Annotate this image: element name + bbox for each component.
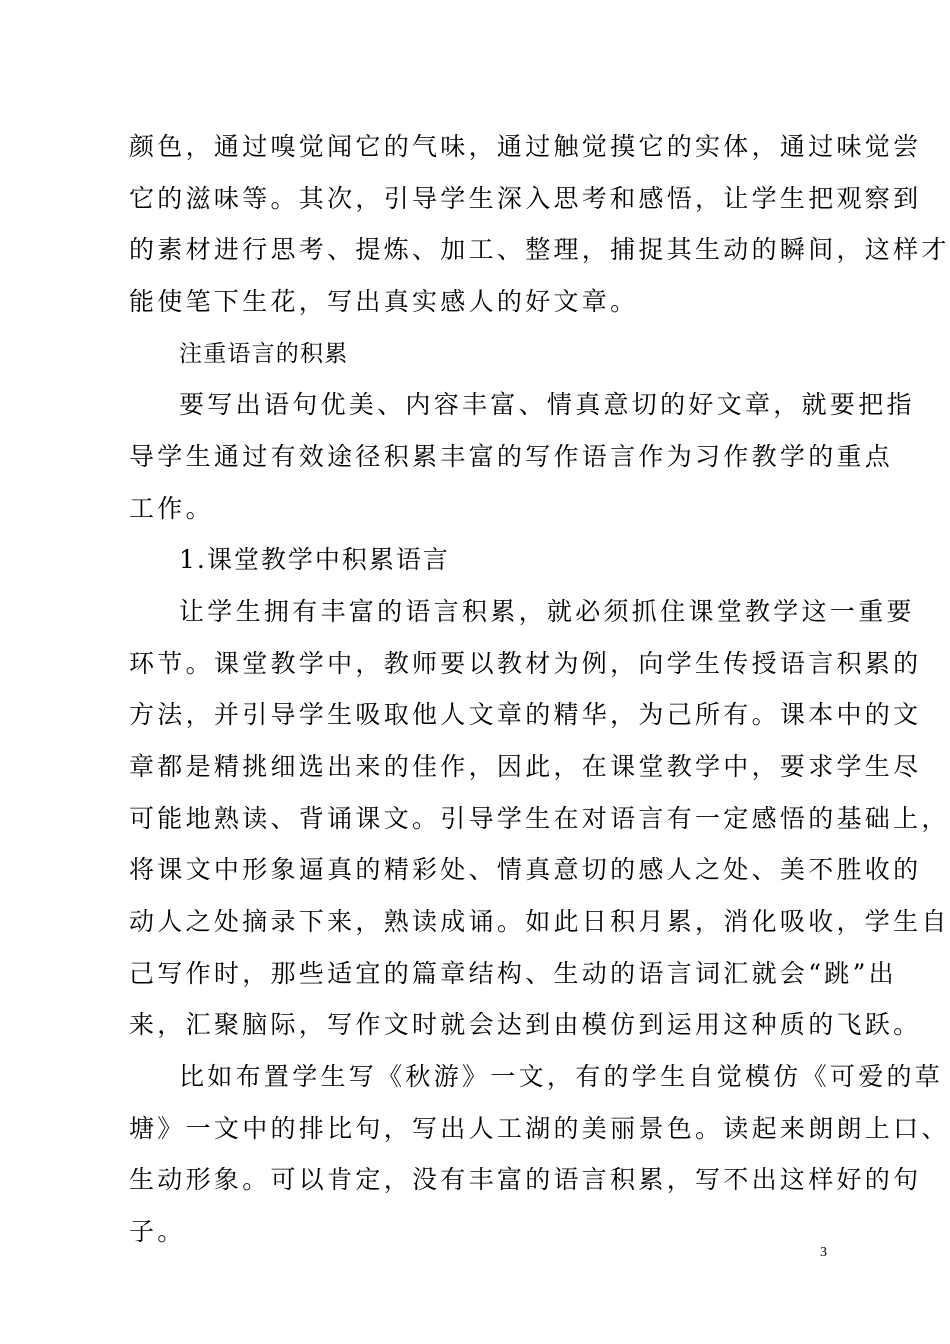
section-heading: 注重语言的积累 bbox=[179, 341, 349, 367]
paragraph-line: 可能地熟读、背诵课文。引导学生在对语言有一定感悟的基础上， bbox=[129, 804, 950, 833]
page-number: 3 bbox=[820, 1245, 827, 1260]
paragraph-line: 方法，并引导学生吸取他人文章的精华，为己所有。课本中的文 bbox=[129, 700, 922, 729]
paragraph-line: 要写出语句优美、内容丰富、情真意切的好文章，就要把指 bbox=[179, 390, 915, 419]
paragraph-line: 塘》一文中的排比句，写出人工湖的美丽景色。读起来朗朗上口、 bbox=[129, 1114, 950, 1143]
subsection-heading: 1.课堂教学中积累语言 bbox=[179, 545, 450, 574]
paragraph-line: 将课文中形象逼真的精彩处、情真意切的感人之处、美不胜收的 bbox=[129, 855, 922, 884]
paragraph-line: 子。 bbox=[129, 1217, 186, 1246]
paragraph-line: 比如布置学生写《秋游》一文，有的学生自觉模仿《可爱的草 bbox=[179, 1062, 944, 1091]
paragraph-line: 环节。课堂教学中，教师要以教材为例，向学生传授语言积累的 bbox=[129, 649, 922, 678]
paragraph-line: 颜色，通过嗅觉闻它的气味，通过触觉摸它的实体，通过味觉尝 bbox=[129, 132, 922, 161]
paragraph-line: 动人之处摘录下来，熟读成诵。如此日积月累，消化吸收，学生自 bbox=[129, 907, 950, 936]
paragraph-line: 己写作时，那些适宜的篇章结构、生动的语言词汇就会“跳”出 bbox=[129, 959, 897, 988]
paragraph-line: 让学生拥有丰富的语言积累，就必须抓住课堂教学这一重要 bbox=[179, 597, 915, 626]
paragraph-line: 工作。 bbox=[129, 494, 214, 523]
paragraph-line: 导学生通过有效途径积累丰富的写作语言作为习作教学的重点 bbox=[129, 442, 894, 471]
paragraph-line: 它的滋味等。其次，引导学生深入思考和感悟，让学生把观察到 bbox=[129, 184, 922, 213]
paragraph-line: 来，汇聚脑际，写作文时就会达到由模仿到运用这种质的飞跃。 bbox=[129, 1010, 922, 1039]
paragraph-line: 生动形象。可以肯定，没有丰富的语言积累，写不出这样好的句 bbox=[129, 1165, 922, 1194]
paragraph-line: 能使笔下生花，写出真实感人的好文章。 bbox=[129, 287, 639, 316]
paragraph-line: 的素材进行思考、提炼、加工、整理，捕捉其生动的瞬间，这样才 bbox=[129, 235, 950, 264]
paragraph-line: 章都是精挑细选出来的佳作，因此，在课堂教学中，要求学生尽 bbox=[129, 752, 922, 781]
